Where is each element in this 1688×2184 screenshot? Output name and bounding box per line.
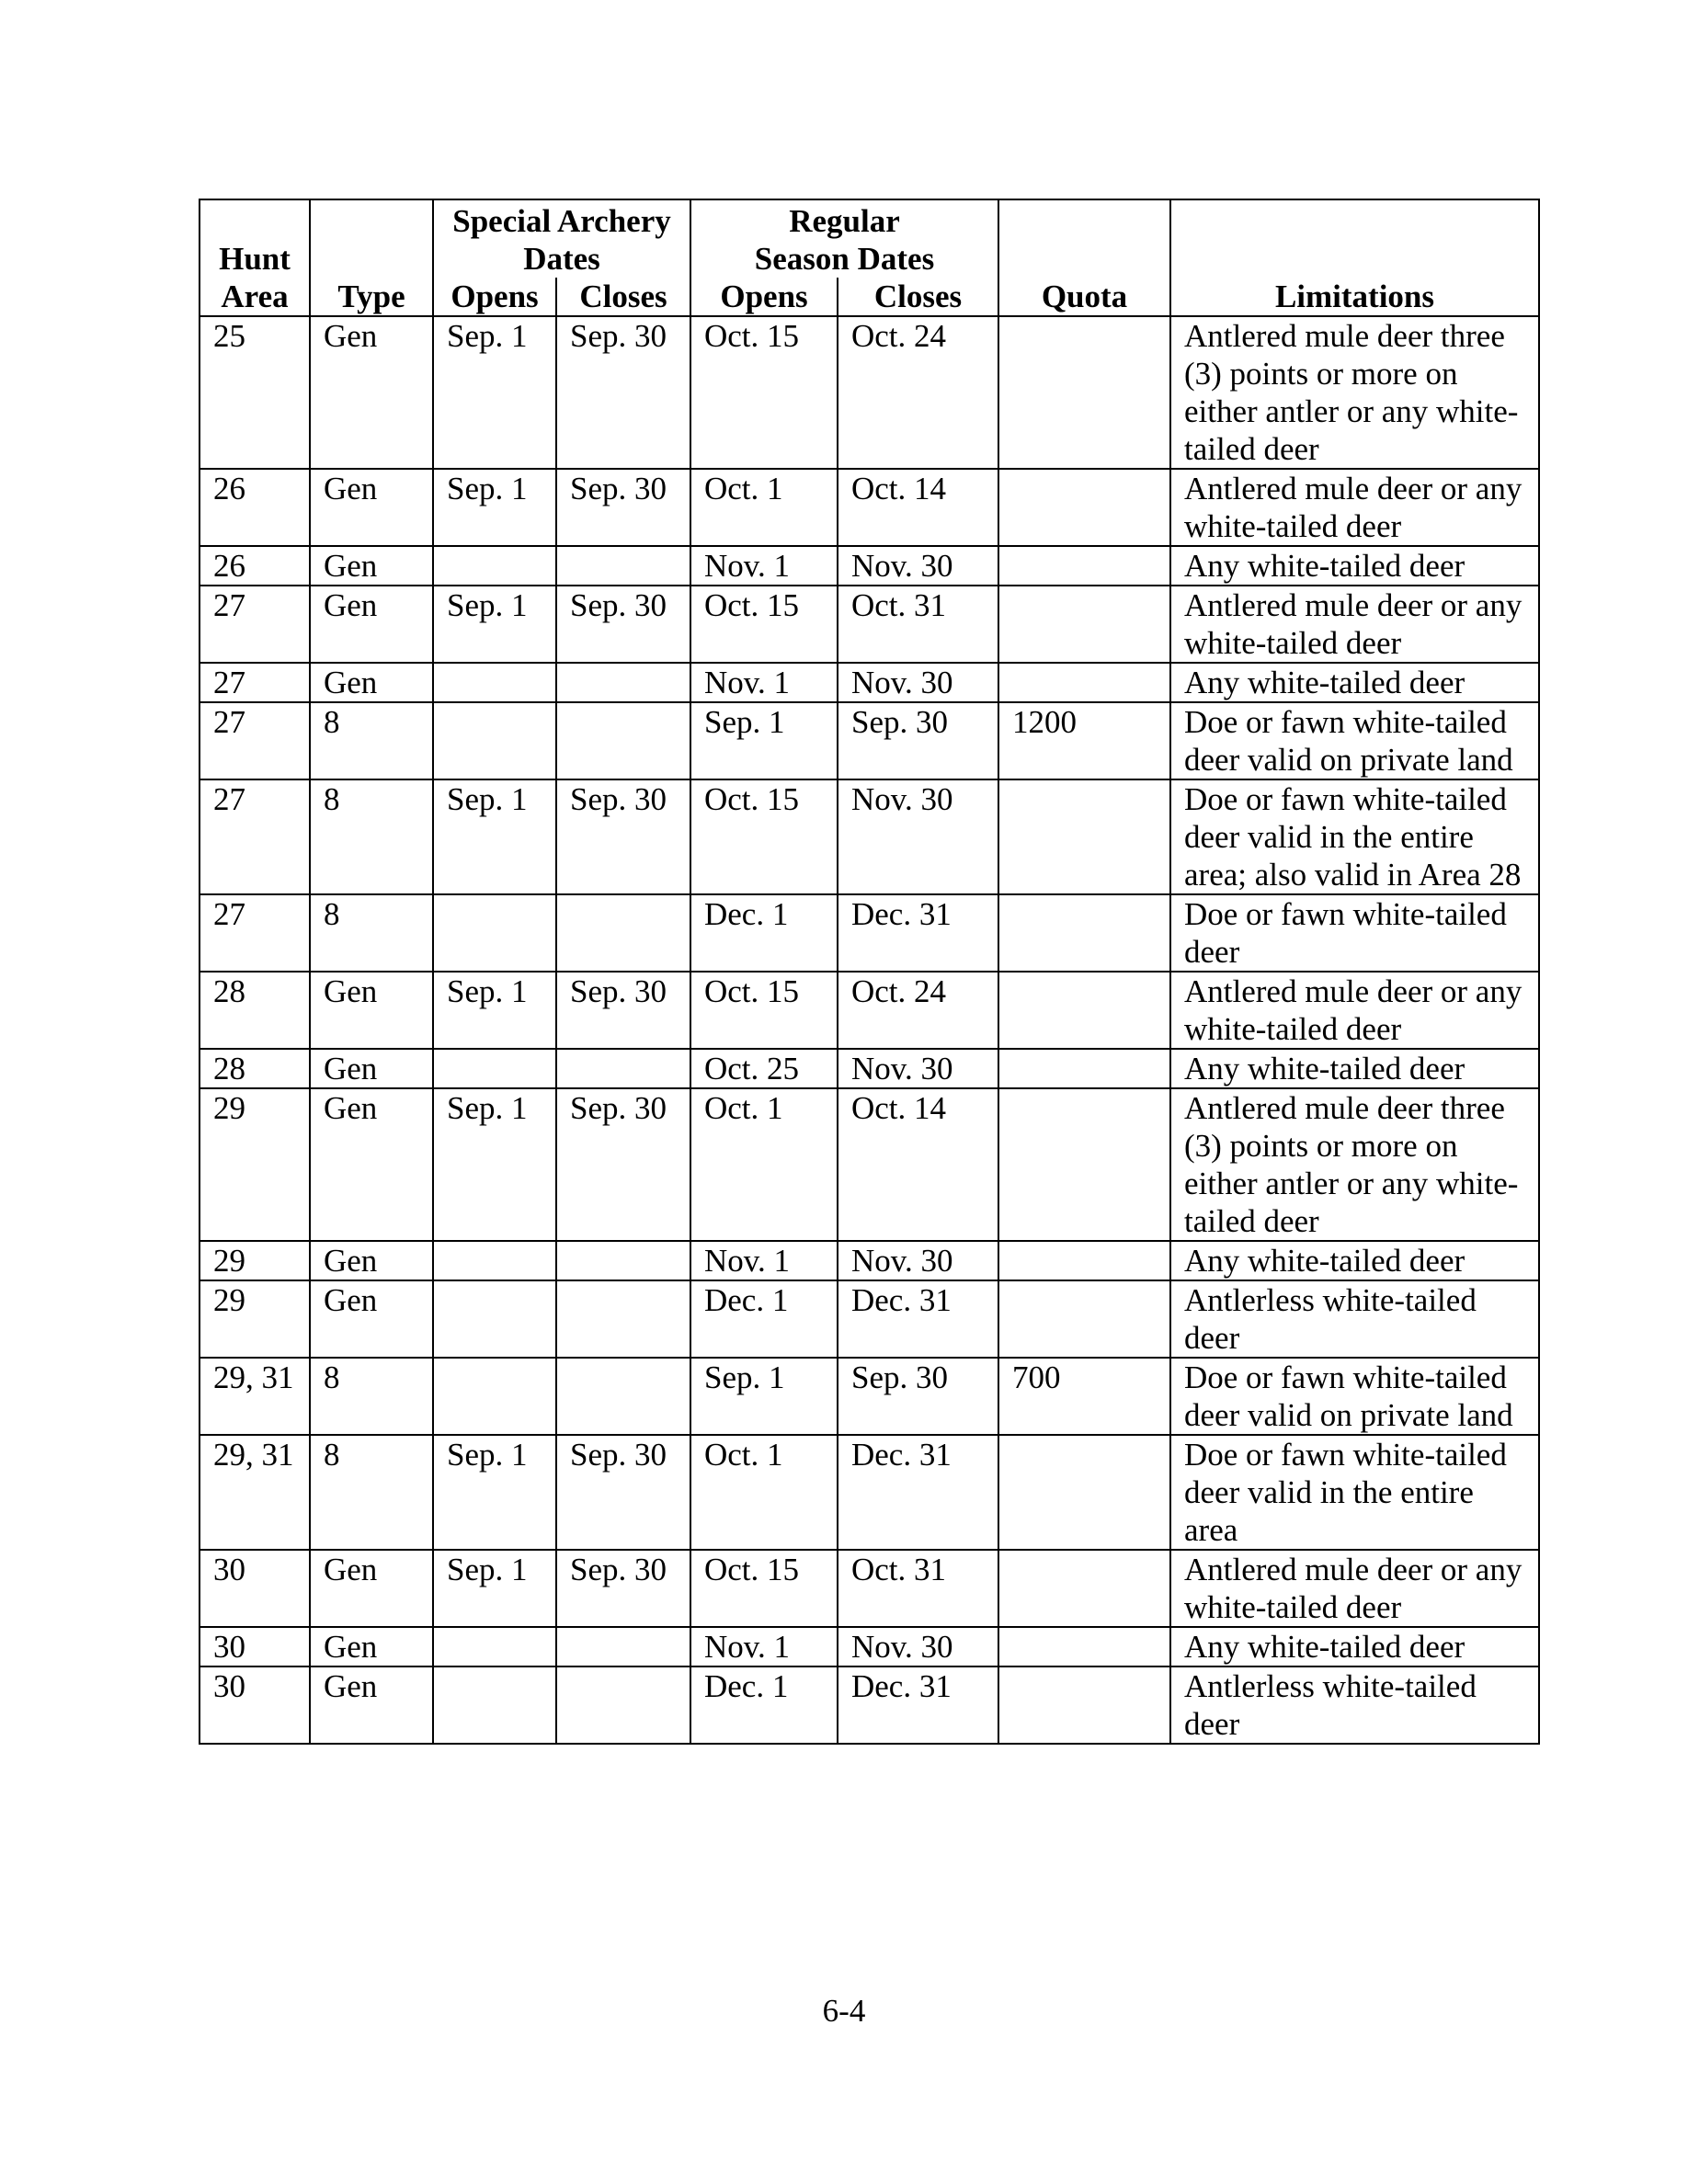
cell-archery-opens (433, 1358, 556, 1435)
cell-limitations: Antlered mule deer or any white-tailed deer (1170, 469, 1539, 546)
table-row (200, 1049, 1539, 1088)
cell-limitations: Doe or fawn white-tailed deer valid on private land (1170, 1358, 1539, 1435)
cell-archery-closes: Sep. 30 (556, 469, 690, 546)
cell-limitations: Antlered mule deer three (3) points or more on either antler or any white-tailed deer (1170, 1088, 1539, 1241)
table-row (200, 546, 1539, 586)
cell-quota (998, 1280, 1170, 1358)
cell-archery-closes (556, 1049, 690, 1088)
cell-archery-closes: Sep. 30 (556, 972, 690, 1049)
table-row (200, 894, 1539, 972)
cell-quota (998, 586, 1170, 663)
header-hunt-area-label: Hunt Area (219, 241, 291, 314)
table-row (200, 469, 1539, 546)
cell-regular-opens: Nov. 1 (690, 663, 838, 702)
cell-hunt-area: 27 (200, 663, 310, 702)
cell-regular-closes: Nov. 30 (838, 1241, 998, 1280)
cell-hunt-area: 29 (200, 1280, 310, 1358)
table-row (200, 1550, 1539, 1627)
header-limitations: Limitations (1170, 278, 1539, 316)
cell-quota (998, 779, 1170, 894)
cell-archery-opens (433, 663, 556, 702)
cell-hunt-area: 30 (200, 1550, 310, 1627)
cell-hunt-area: 29 (200, 1088, 310, 1241)
header-quota-top (998, 199, 1170, 278)
cell-type: Gen (310, 1550, 433, 1627)
cell-limitations: Antlerless white-tailed deer (1170, 1666, 1539, 1744)
cell-regular-opens: Sep. 1 (690, 1358, 838, 1435)
table-row (200, 972, 1539, 1049)
cell-regular-opens: Oct. 25 (690, 1049, 838, 1088)
cell-regular-opens: Sep. 1 (690, 702, 838, 779)
cell-type: 8 (310, 1435, 433, 1550)
cell-archery-closes: Sep. 30 (556, 316, 690, 469)
cell-regular-closes: Nov. 30 (838, 779, 998, 894)
cell-limitations: Antlerless white-tailed deer (1170, 1280, 1539, 1358)
cell-regular-opens: Oct. 1 (690, 469, 838, 546)
cell-archery-opens: Sep. 1 (433, 316, 556, 469)
cell-regular-closes: Oct. 31 (838, 1550, 998, 1627)
cell-limitations: Antlered mule deer three (3) points or more on either antler or any white-tailed deer (1170, 316, 1539, 469)
cell-quota (998, 1666, 1170, 1744)
cell-regular-closes: Nov. 30 (838, 1627, 998, 1666)
header-type: Type (310, 278, 433, 316)
cell-type: Gen (310, 663, 433, 702)
cell-hunt-area: 27 (200, 779, 310, 894)
cell-hunt-area: 28 (200, 1049, 310, 1088)
cell-quota (998, 1241, 1170, 1280)
cell-regular-opens: Oct. 15 (690, 316, 838, 469)
cell-archery-closes: Sep. 30 (556, 779, 690, 894)
cell-limitations: Antlered mule deer or any white-tailed deer (1170, 586, 1539, 663)
cell-limitations: Any white-tailed deer (1170, 1241, 1539, 1280)
cell-archery-closes: Sep. 30 (556, 586, 690, 663)
cell-archery-closes (556, 1627, 690, 1666)
cell-archery-opens: Sep. 1 (433, 1550, 556, 1627)
cell-quota (998, 469, 1170, 546)
cell-archery-closes: Sep. 30 (556, 1435, 690, 1550)
cell-limitations: Antlered mule deer or any white-tailed deer (1170, 972, 1539, 1049)
cell-hunt-area: 25 (200, 316, 310, 469)
cell-type: Gen (310, 1666, 433, 1744)
cell-limitations: Any white-tailed deer (1170, 1049, 1539, 1088)
cell-archery-opens (433, 1280, 556, 1358)
cell-type: Gen (310, 1049, 433, 1088)
header-special-archery-dates: Special Archery Dates (433, 199, 690, 278)
cell-regular-closes: Nov. 30 (838, 663, 998, 702)
cell-type: Gen (310, 1088, 433, 1241)
cell-regular-closes: Nov. 30 (838, 1049, 998, 1088)
header-regular-opens: Opens (690, 278, 838, 316)
cell-limitations: Doe or fawn white-tailed deer (1170, 894, 1539, 972)
cell-regular-closes: Oct. 14 (838, 469, 998, 546)
cell-regular-opens: Oct. 1 (690, 1088, 838, 1241)
cell-quota (998, 546, 1170, 586)
cell-type: 8 (310, 1358, 433, 1435)
cell-archery-opens (433, 1666, 556, 1744)
cell-archery-opens (433, 1241, 556, 1280)
cell-archery-opens: Sep. 1 (433, 972, 556, 1049)
table-row (200, 1280, 1539, 1358)
cell-quota: 700 (998, 1358, 1170, 1435)
header-archery-closes: Closes (556, 278, 690, 316)
cell-quota (998, 1088, 1170, 1241)
cell-hunt-area: 29, 31 (200, 1435, 310, 1550)
table-row (200, 316, 1539, 469)
header-regular-closes: Closes (838, 278, 998, 316)
cell-archery-closes (556, 663, 690, 702)
cell-archery-opens (433, 894, 556, 972)
cell-type: Gen (310, 469, 433, 546)
cell-archery-opens (433, 546, 556, 586)
cell-regular-opens: Oct. 15 (690, 779, 838, 894)
cell-quota (998, 1550, 1170, 1627)
cell-archery-opens: Sep. 1 (433, 1435, 556, 1550)
cell-archery-opens: Sep. 1 (433, 469, 556, 546)
table-row (200, 1241, 1539, 1280)
table-row (200, 1088, 1539, 1241)
cell-type: 8 (310, 779, 433, 894)
cell-regular-closes: Dec. 31 (838, 1666, 998, 1744)
cell-regular-closes: Sep. 30 (838, 1358, 998, 1435)
cell-limitations: Any white-tailed deer (1170, 663, 1539, 702)
cell-archery-closes (556, 1241, 690, 1280)
cell-regular-closes: Oct. 31 (838, 586, 998, 663)
header-hunt-area (200, 241, 310, 316)
cell-regular-closes: Dec. 31 (838, 1435, 998, 1550)
table-row (200, 586, 1539, 663)
cell-quota (998, 1049, 1170, 1088)
cell-hunt-area: 29, 31 (200, 1358, 310, 1435)
cell-limitations: Any white-tailed deer (1170, 1627, 1539, 1666)
hunt-season-table (199, 199, 1540, 1745)
cell-regular-opens: Oct. 15 (690, 1550, 838, 1627)
cell-limitations: Doe or fawn white-tailed deer valid in the entire area (1170, 1435, 1539, 1550)
cell-hunt-area: 28 (200, 972, 310, 1049)
cell-regular-opens: Dec. 1 (690, 1666, 838, 1744)
cell-archery-closes (556, 702, 690, 779)
table-row (200, 1435, 1539, 1550)
header-type-top (310, 199, 433, 278)
table-row (200, 1358, 1539, 1435)
table-row (200, 663, 1539, 702)
cell-regular-opens: Oct. 15 (690, 586, 838, 663)
cell-archery-opens: Sep. 1 (433, 1088, 556, 1241)
cell-regular-opens: Nov. 1 (690, 546, 838, 586)
table-row (200, 1666, 1539, 1744)
cell-hunt-area: 27 (200, 586, 310, 663)
cell-regular-opens: Oct. 15 (690, 972, 838, 1049)
cell-type: Gen (310, 316, 433, 469)
cell-archery-closes (556, 894, 690, 972)
table-row (200, 779, 1539, 894)
cell-archery-opens: Sep. 1 (433, 586, 556, 663)
cell-type: Gen (310, 546, 433, 586)
cell-type: Gen (310, 586, 433, 663)
cell-archery-closes: Sep. 30 (556, 1088, 690, 1241)
page-number: 6-4 (822, 1993, 866, 2029)
cell-regular-closes: Oct. 24 (838, 972, 998, 1049)
cell-quota (998, 663, 1170, 702)
cell-limitations: Any white-tailed deer (1170, 546, 1539, 586)
cell-archery-closes (556, 1666, 690, 1744)
cell-regular-closes: Oct. 14 (838, 1088, 998, 1241)
cell-archery-opens (433, 702, 556, 779)
cell-regular-closes: Nov. 30 (838, 546, 998, 586)
cell-hunt-area: 29 (200, 1241, 310, 1280)
cell-hunt-area: 26 (200, 469, 310, 546)
cell-regular-closes: Dec. 31 (838, 1280, 998, 1358)
cell-archery-closes (556, 1358, 690, 1435)
cell-hunt-area: 30 (200, 1666, 310, 1744)
cell-regular-opens: Oct. 1 (690, 1435, 838, 1550)
cell-type: 8 (310, 894, 433, 972)
cell-regular-closes: Oct. 24 (838, 316, 998, 469)
cell-regular-closes: Dec. 31 (838, 894, 998, 972)
header-limitations-top (1170, 199, 1539, 278)
cell-limitations: Doe or fawn white-tailed deer valid in the entire area; also valid in Area 28 (1170, 779, 1539, 894)
table-row (200, 1627, 1539, 1666)
table-header (200, 199, 1539, 316)
cell-quota (998, 972, 1170, 1049)
cell-type: Gen (310, 1627, 433, 1666)
cell-hunt-area: 27 (200, 894, 310, 972)
header-regular-season-dates: Regular Season Dates (690, 199, 998, 278)
cell-limitations: Antlered mule deer or any white-tailed deer (1170, 1550, 1539, 1627)
cell-archery-opens: Sep. 1 (433, 779, 556, 894)
cell-type: Gen (310, 972, 433, 1049)
cell-quota (998, 316, 1170, 469)
cell-quota (998, 894, 1170, 972)
table-row (200, 702, 1539, 779)
cell-type: Gen (310, 1241, 433, 1280)
table-body (200, 316, 1539, 1744)
cell-type: Gen (310, 1280, 433, 1358)
cell-regular-opens: Nov. 1 (690, 1241, 838, 1280)
cell-limitations: Doe or fawn white-tailed deer valid on private land (1170, 702, 1539, 779)
header-quota: Quota (998, 278, 1170, 316)
cell-quota (998, 1435, 1170, 1550)
cell-quota (998, 1627, 1170, 1666)
cell-archery-opens (433, 1049, 556, 1088)
cell-regular-opens: Nov. 1 (690, 1627, 838, 1666)
cell-regular-opens: Dec. 1 (690, 1280, 838, 1358)
cell-archery-closes (556, 546, 690, 586)
cell-hunt-area: 30 (200, 1627, 310, 1666)
cell-archery-closes (556, 1280, 690, 1358)
cell-hunt-area: 26 (200, 546, 310, 586)
header-archery-opens: Opens (433, 278, 556, 316)
cell-hunt-area: 27 (200, 702, 310, 779)
cell-archery-opens (433, 1627, 556, 1666)
cell-archery-closes: Sep. 30 (556, 1550, 690, 1627)
cell-regular-opens: Dec. 1 (690, 894, 838, 972)
cell-regular-closes: Sep. 30 (838, 702, 998, 779)
cell-quota: 1200 (998, 702, 1170, 779)
cell-type: 8 (310, 702, 433, 779)
